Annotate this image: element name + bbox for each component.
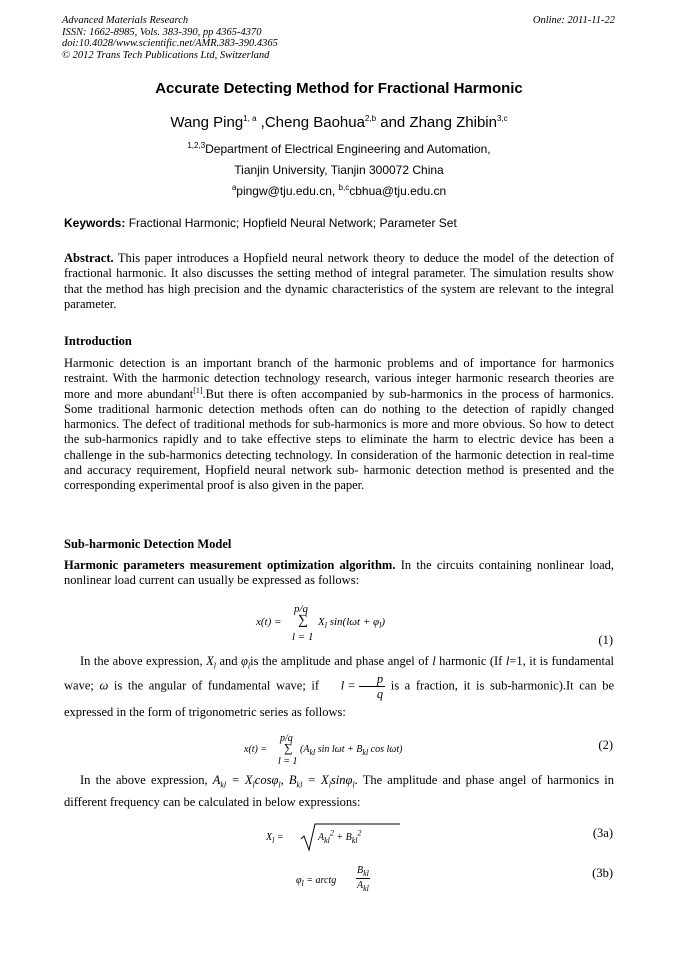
eq2-A-sub: kl	[309, 748, 316, 757]
eq3a-eq: =	[274, 832, 284, 843]
eq3a-B-sub: kl	[351, 836, 358, 845]
eq2-B-sub: kl	[362, 748, 369, 757]
p2-frac-den: q	[376, 687, 384, 701]
email-line	[0, 181, 678, 202]
p2-c: is the amplitude and phase angel of	[250, 654, 433, 668]
affiliation-sup: 1,2,3	[187, 141, 206, 150]
eq2-upper-limit: p/q	[280, 733, 293, 744]
intro-paragraph	[64, 356, 614, 494]
p2-f: is the angular of fundamental wave; if	[108, 678, 325, 693]
p2-l: l	[432, 654, 436, 668]
eq3a-A: A	[318, 832, 325, 843]
equation-3a	[266, 822, 406, 852]
eq3a-X-sub: l	[272, 836, 275, 845]
eq3a-A-sq: 2	[329, 828, 334, 838]
eq3a-lhs	[266, 832, 284, 843]
eq3b-arctg: = arctg	[303, 875, 337, 886]
eq2-A: (A	[300, 744, 310, 755]
doi-line: doi:10.4028/www.scientific.net/AMR.383-390.4365	[62, 38, 278, 49]
eq3b-A-sub: kl	[363, 884, 369, 893]
p2-l-2: l	[505, 654, 510, 668]
equation-2	[244, 734, 464, 770]
eq2-end: cos lωt)	[368, 744, 403, 755]
email-sup-a: a	[231, 183, 237, 192]
affiliation-dept: Department of Electrical Engineering and Automation,	[205, 142, 491, 156]
p2-a: In the above expression,	[80, 654, 207, 668]
eq2-lhs: x(t) =	[244, 744, 268, 755]
eq3b-denominator	[356, 879, 370, 893]
eq1-number: (1)	[598, 633, 613, 647]
eq3b-lhs	[296, 875, 336, 886]
p3-A-rhs-sub: l	[252, 780, 255, 790]
intro-text-1: Harmonic detection is an important branch of the harmonic problems and of importance for harmonics restraint. With the harmonic detection technology research, various integer harmonic research theories are more and more abundant	[64, 356, 614, 401]
p3-a: In the above expression,	[80, 773, 213, 787]
equation-3b	[296, 862, 416, 898]
section2-heading: Sub-harmonic Detection Model	[64, 537, 232, 551]
eq3a-radicand	[318, 828, 362, 845]
abstract-label: Abstract.	[64, 251, 114, 265]
intro-text-2: .But there is often accompanied by sub-harmonics in the process of harmonics. Some traditional harmonic detection methods often can do nothing to the detection of rapidly changed harmonics. The defect of traditional methods for sub-harmonics is more and more obvious. So how to detect the sub-harmonics rapidly and to take effective steps to eliminate the harm to electric device has been a challenge in the sub-harmonics detecting technology. In consideration of the harmonic detection in real-time and accuracy requirement, Hopfield neural network sub- harmonic detection method is presented and the corresponding experimental proof is also given in the paper.	[64, 386, 615, 493]
eq3a-B-sq: 2	[357, 828, 362, 838]
abstract-text: This paper introduces a Hopfield neural network theory to deduce the model of the detection of fractional harmonic. It also discusses the setting method of integral parameter. The simulation results show that the method has high precision and the dynamic characteristics of the system are relevant to the integral parameter.	[64, 251, 614, 311]
issn-line: ISSN: 1662-8985, Vols. 383-390, pp 4365-4370	[62, 26, 262, 38]
p3-A-rhs: = X	[226, 773, 253, 787]
p2-b: and	[215, 654, 241, 668]
p3-A: A	[212, 773, 221, 787]
eq3a-X: X	[266, 832, 273, 843]
author-2-sup: 2,b	[364, 114, 377, 123]
eq3b-B: B	[357, 865, 364, 876]
author-1-sup: 1, a	[243, 114, 257, 123]
intro-ref: [1]	[193, 385, 203, 395]
p2-frac-num: p	[359, 672, 385, 687]
paper-title: Accurate Detecting Method for Fractional Harmonic	[155, 80, 523, 97]
eq3a-A-sub: kl	[324, 836, 330, 845]
p3-A-sub: kl	[220, 780, 227, 790]
email-sup-bc: b,c	[338, 183, 350, 192]
p2-e: =1, it is fundamental wave;	[64, 654, 614, 693]
p2-d: harmonic (If	[435, 654, 506, 668]
copyright-line: © 2012 Trans Tech Publications Ltd, Switzerland	[62, 49, 270, 61]
eq1-X: X	[318, 616, 325, 628]
eq2-body	[300, 744, 402, 755]
eq2-explanation	[64, 769, 614, 813]
email-bc: cbhua@tju.edu.cn	[349, 184, 447, 198]
author-2: ,Cheng Baohua	[256, 114, 365, 131]
p3-b: ,	[280, 773, 289, 787]
p3-B-rhs-sub: l	[328, 780, 331, 790]
p2-Xl	[206, 654, 216, 671]
author-line	[0, 114, 678, 131]
eq3b-fraction	[356, 864, 370, 893]
eq1-body	[318, 616, 386, 631]
eq3b-number: (3b)	[592, 866, 613, 880]
p2-phi	[241, 654, 251, 671]
p2-phi-sym: φ	[241, 654, 248, 668]
eq2-mid: sin lωt + B	[315, 744, 363, 755]
eq2-lower-limit: l = 1	[278, 756, 298, 767]
p3-B-rhs: = X	[302, 773, 329, 787]
eq3b-phi: φ	[296, 875, 302, 886]
p3-A-cos-sub: l	[278, 780, 281, 790]
eq1-upper-limit: p/q	[294, 603, 309, 615]
eq1-sin: sin(lωt + φ	[326, 616, 380, 628]
p3-B-sin-sub: l	[352, 780, 355, 790]
affiliation	[0, 139, 678, 202]
author-3: and Zhang Zhibin	[376, 114, 497, 131]
p3-A-cos: cosφ	[254, 773, 279, 787]
eq2-number: (2)	[598, 738, 613, 752]
keywords	[64, 216, 457, 230]
eq1-explanation	[64, 650, 614, 723]
eq3a-plus-B: + B	[333, 832, 352, 843]
p3-B: B	[288, 773, 297, 787]
p2-X: X	[206, 654, 214, 668]
author-1: Wang Ping	[170, 114, 244, 131]
abstract	[64, 251, 614, 312]
eq3b-phi-sub: l	[301, 879, 304, 888]
p3-B-sin: sinφ	[330, 773, 353, 787]
eq3b-numerator	[356, 864, 370, 879]
intro-heading: Introduction	[64, 334, 132, 348]
p2-frac-l: l	[340, 678, 345, 693]
affiliation-line-2: Tianjin University, Tianjin 300072 China	[234, 163, 444, 177]
keywords-label: Keywords:	[64, 216, 126, 230]
eq2-sum: ∑	[284, 741, 293, 755]
p2-X-sub: l	[213, 661, 216, 671]
p2-omega: ω	[99, 678, 109, 693]
eq1-lhs: x(t) =	[256, 616, 282, 628]
journal-name: Advanced Materials Research	[62, 15, 189, 26]
section2-lead-text: In the circuits containing nonlinear load, nonlinear load current can usually be expressed as follows:	[64, 558, 615, 588]
keywords-text: Fractional Harmonic; Hopfield Neural Network; Parameter Set	[125, 216, 457, 230]
p3-Bkl	[288, 773, 355, 790]
p3-B-sub: kl	[296, 780, 303, 790]
eq3b-B-sub: kl	[363, 869, 369, 878]
eq1-X-sub: l	[324, 621, 327, 631]
affiliation-line-1	[0, 139, 678, 160]
p2-phi-sub: l	[247, 661, 251, 671]
journal-header	[62, 15, 278, 61]
email-a: pingw@tju.edu.cn,	[236, 184, 339, 198]
eq1-lower-limit: l = 1	[292, 631, 314, 643]
eq1-sum: ∑	[298, 613, 308, 628]
p3-Akl	[212, 773, 281, 790]
eq1-phi-sub: l	[379, 621, 382, 631]
equation-1	[256, 605, 426, 645]
eq1-close: )	[381, 616, 386, 628]
p3-c: . The amplitude and phase angel of harmonics in different frequency can be calculated in below expressions:	[64, 773, 615, 809]
section2-lead	[64, 558, 614, 589]
p2-frac: l = $\frac{p}{q}$	[340, 672, 384, 701]
p2-g: is a fraction, it is sub-harmonic).It can be expressed in the form of trigonometric series as follows:	[64, 678, 614, 719]
eq3b-A: A	[357, 880, 364, 891]
author-3-sup: 3,c	[496, 114, 508, 123]
section2-bold-lead: Harmonic parameters measurement optimization algorithm.	[64, 558, 396, 572]
online-date: Online: 2011-11-22	[532, 15, 615, 26]
eq3a-number: (3a)	[592, 826, 613, 840]
